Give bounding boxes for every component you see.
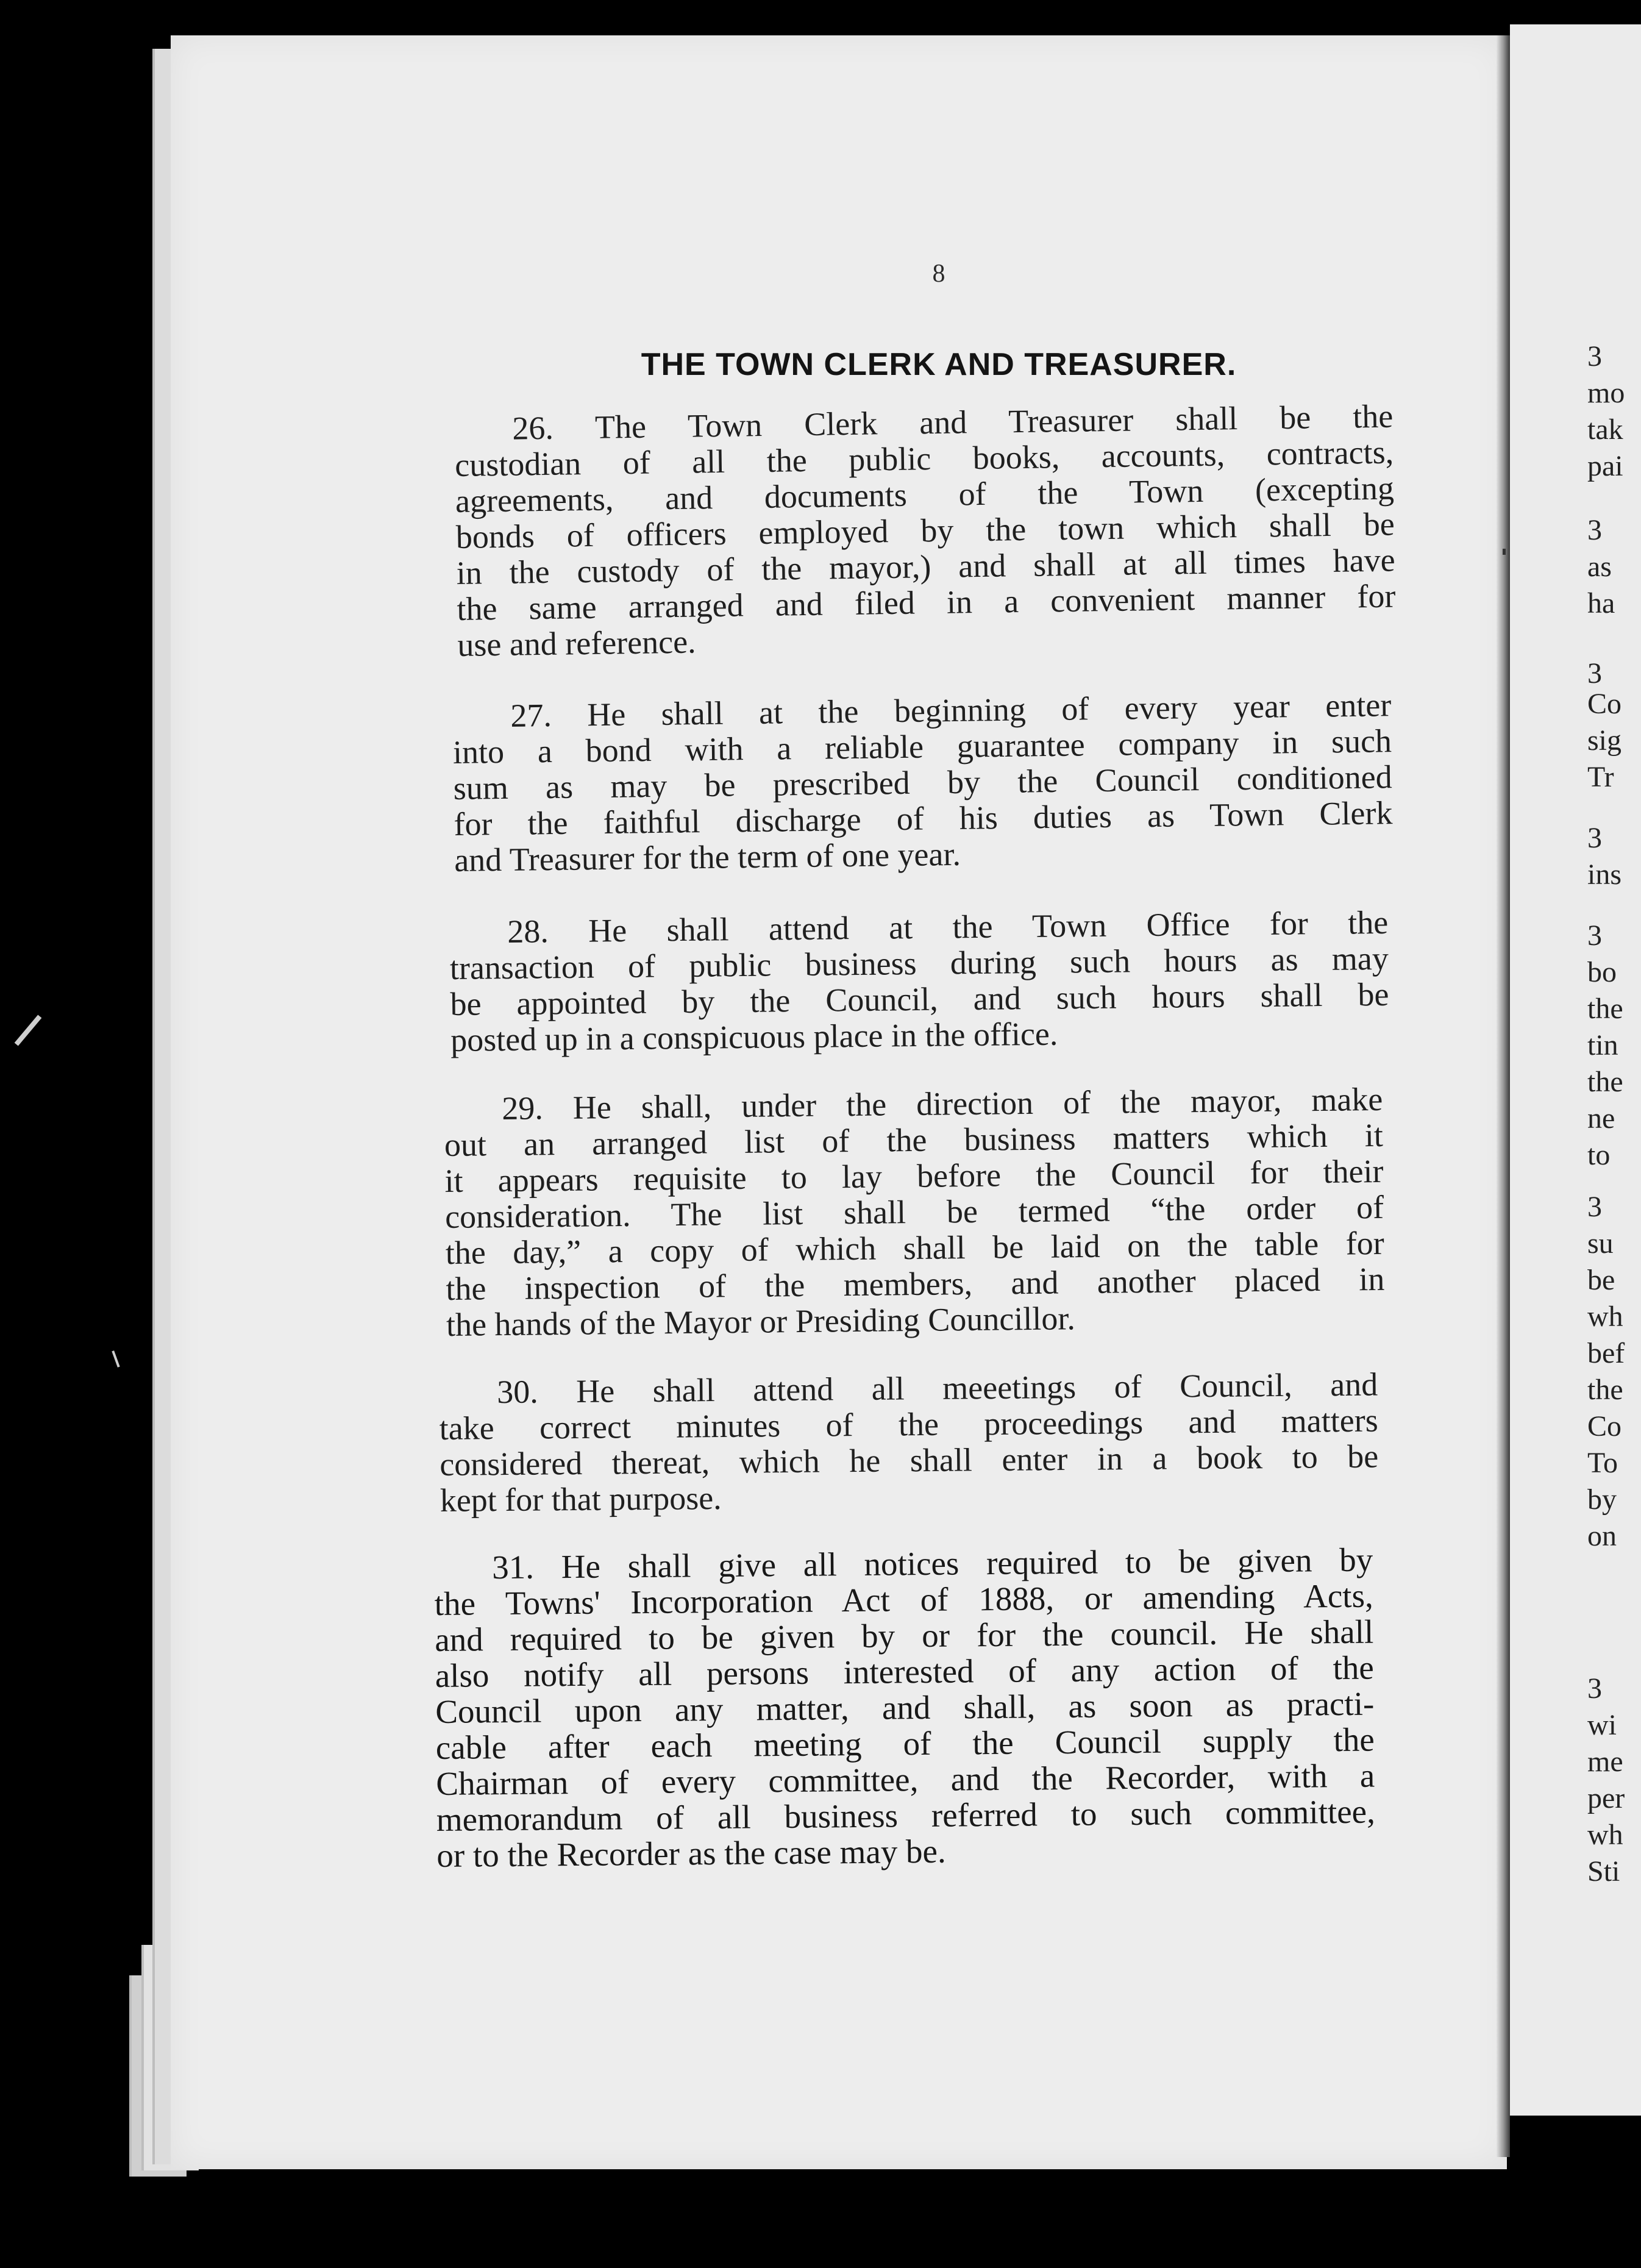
facing-page-fragment: su — [1587, 1227, 1614, 1260]
text-line: 31. He shall give all notices required to be given by — [491, 1541, 1373, 1586]
paragraph-29 — [444, 1082, 1385, 1343]
paragraph-26 — [454, 398, 1397, 663]
text-line: the same arranged and filed in a convenient manner for — [457, 577, 1396, 627]
text-line: 30. He shall attend all meeetings of Council, and — [496, 1366, 1378, 1411]
text-line: and Treasurer for the term of one year. — [454, 835, 961, 879]
text-line: transaction of public business during such hours as may — [449, 940, 1389, 986]
text-line: 29. He shall, under the direction of the mayor, make — [501, 1080, 1383, 1127]
text-line: use and reference. — [457, 623, 696, 663]
facing-page-fragment: 3 — [1587, 514, 1602, 546]
text-line: be appointed by the Council, and such hours shall be — [450, 975, 1389, 1022]
scan-mark — [112, 1350, 119, 1368]
text-line: cable after each meeting of the Council supply the — [435, 1721, 1375, 1766]
paragraph-30 — [439, 1367, 1379, 1519]
text-line: bonds of officers employed by the town which shall be — [455, 505, 1395, 555]
facing-page-fragment: 3 — [1587, 919, 1602, 952]
facing-page-fragment: ne — [1587, 1102, 1615, 1135]
text-line: also notify all persons interested of any action of the — [435, 1649, 1375, 1694]
text-line: it appears requisite to lay before the Council for their — [444, 1152, 1384, 1199]
facing-page-fragment: Co — [1587, 1410, 1622, 1442]
facing-page-fragment: the — [1587, 1066, 1623, 1098]
paragraph-27 — [452, 687, 1393, 879]
facing-page-fragment: per — [1587, 1782, 1625, 1814]
facing-page-fragment: 3 — [1587, 1672, 1602, 1705]
text-line: the day,” a copy of which shall be laid on the table for — [445, 1224, 1385, 1271]
text-line: the Towns' Incorporation Act of 1888, or amending Acts, — [434, 1577, 1373, 1622]
text-line: in the custody of the mayor,) and shall at all times have — [456, 541, 1395, 591]
text-line: into a bond with a reliable guarantee company in such — [452, 722, 1392, 771]
text-line: take correct minutes of the proceedings and matters — [439, 1402, 1378, 1447]
text-line: 28. He shall attend at the Town Office for the — [507, 904, 1389, 950]
facing-page-fragment: as — [1587, 551, 1612, 583]
facing-page-fragment: 3 — [1587, 657, 1602, 690]
paragraph-31 — [434, 1542, 1376, 1874]
facing-page-fragment: Sti — [1587, 1855, 1620, 1888]
text-line: Chairman of every committee, and the Recorder, with a — [436, 1756, 1375, 1802]
text-line: the hands of the Mayor or Presiding Councillor. — [446, 1300, 1076, 1343]
facing-page-fragment: the — [1587, 1374, 1623, 1406]
facing-page-fragment: to — [1587, 1139, 1611, 1171]
text-line: sum as may be prescribed by the Council conditioned — [453, 758, 1393, 807]
facing-page-fragment: Tr — [1587, 761, 1614, 793]
text-line: for the faithful discharge of his duties as Town Clerk — [454, 794, 1393, 843]
facing-page-fragment: 3 — [1587, 1191, 1602, 1223]
facing-page-fragment: pai — [1587, 450, 1623, 482]
scan-mark — [1503, 549, 1506, 555]
text-line: kept for that purpose. — [440, 1479, 722, 1519]
facing-page-fragment: tak — [1587, 413, 1623, 446]
facing-page-fragment: To — [1587, 1447, 1618, 1479]
facing-page-fragment: be — [1587, 1264, 1615, 1296]
page-number: 8 — [932, 260, 945, 288]
facing-page-fragment: on — [1587, 1520, 1617, 1552]
scan-mark — [15, 1015, 42, 1046]
text-line: considered thereat, which he shall enter in a book to be — [440, 1438, 1379, 1483]
facing-page-fragment: wi — [1587, 1709, 1617, 1741]
text-line: agreements, and documents of the Town (excepting — [455, 469, 1395, 519]
facing-page-fragment: Co — [1587, 688, 1622, 720]
text-line: 26. The Town Clerk and Treasurer shall be the — [511, 398, 1394, 447]
paragraph-28 — [449, 905, 1389, 1058]
facing-page-fragment: ha — [1587, 587, 1615, 619]
facing-page-fragment: wh — [1587, 1819, 1623, 1851]
facing-page-fragment: bef — [1587, 1337, 1625, 1369]
facing-page-fragment: wh — [1587, 1300, 1623, 1333]
text-line: out an arranged list of the business matters which it — [444, 1116, 1384, 1163]
text-line: or to the Recorder as the case may be. — [436, 1832, 946, 1874]
text-line: memorandum of all business referred to such committee, — [436, 1792, 1376, 1838]
facing-page-fragment: 3 — [1587, 340, 1602, 373]
facing-page-fragment: ins — [1587, 858, 1622, 891]
text-line: the inspection of the members, and another placed in — [446, 1260, 1385, 1307]
section-heading: THE TOWN CLERK AND TREASURER. — [641, 347, 1237, 382]
facing-page-fragment: bo — [1587, 956, 1617, 988]
text-line: custodian of all the public books, accounts, contracts, — [454, 433, 1394, 483]
facing-page-fragment: me — [1587, 1746, 1623, 1778]
text-line: posted up in a conspicuous place in the office. — [450, 1015, 1058, 1058]
facing-page-fragment: mo — [1587, 377, 1625, 409]
facing-page-fragment: tin — [1587, 1029, 1618, 1061]
facing-page-fragment: sig — [1587, 724, 1622, 757]
text-line: 27. He shall at the beginning of every year enter — [510, 686, 1392, 734]
facing-page-fragment: the — [1587, 993, 1623, 1025]
text-line: consideration. The list shall be termed “the order of — [444, 1188, 1384, 1235]
facing-page-fragment: 3 — [1587, 822, 1602, 854]
text-line: and required to be given by or for the council. He shall — [435, 1613, 1374, 1658]
text-line: Council upon any matter, and shall, as soon as practi- — [435, 1685, 1375, 1730]
book-gutter — [1497, 35, 1510, 2157]
facing-page-fragment: by — [1587, 1483, 1617, 1516]
